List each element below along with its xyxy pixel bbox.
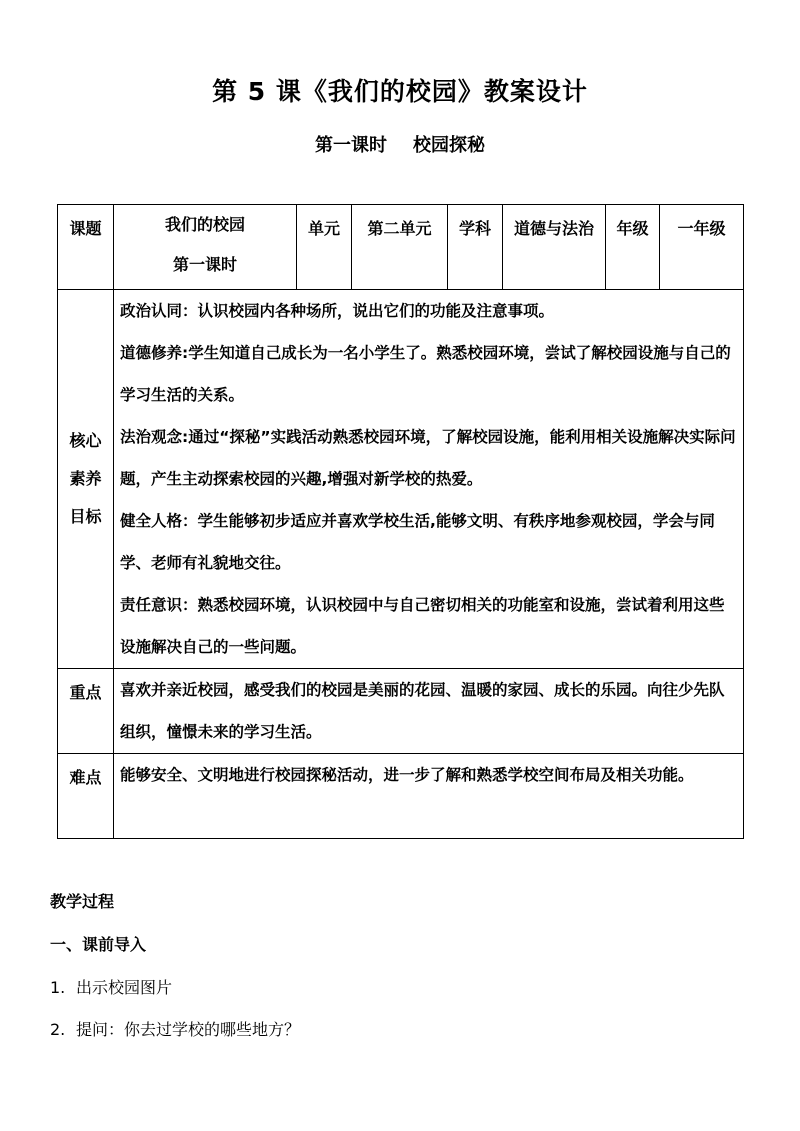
topic-period: 第一课时 (172, 255, 237, 274)
key-point-row (58, 669, 744, 754)
goal-legal: 法治观念:通过“探秘”实践活动熟悉校园环境，了解校园设施，能利用相关设施解决实际问题，产生主动探索校园的兴趣,增强对新学校的热爱。 (120, 428, 736, 488)
grade-value: 一年级 (660, 205, 744, 290)
topic-value (114, 205, 297, 290)
core-goals-label (58, 290, 114, 669)
difficulty-content: 能够安全、文明地进行校园探秘活动，进一步了解和熟悉学校空间布局及相关功能。 (114, 754, 744, 839)
unit-value: 第二单元 (352, 205, 448, 290)
step-number: 2. (50, 1020, 66, 1039)
step-text: 提问：你去过学校的哪些地方？ (76, 1020, 301, 1039)
step-item (50, 975, 172, 998)
core-label-line-3: 目标 (69, 507, 102, 526)
goal-responsibility: 责任意识：熟悉校园环境，认识校园中与自己密切相关的功能室和设施，尝试着利用这些设施解决自己的一些问题。 (120, 596, 725, 656)
subject-value: 道德与法治 (503, 205, 606, 290)
grade-label: 年级 (606, 205, 660, 290)
document-subtitle (0, 131, 800, 157)
key-point-content: 喜欢并亲近校园，感受我们的校园是美丽的花园、温暖的家园、成长的乐园。向往少先队组织，憧憬未来的学习生活。 (114, 669, 744, 754)
lesson-plan-table (57, 204, 744, 839)
core-label-line-1: 核心 (69, 431, 102, 450)
goal-moral: 道德修养:学生知道自己成长为一名小学生了。熟悉校园环境，尝试了解校园设施与自己的学习生活的关系。 (120, 344, 731, 404)
step-number: 1. (50, 978, 66, 997)
unit-label: 单元 (297, 205, 352, 290)
goal-political: 政治认同：认识校园内各种场所，说出它们的功能及注意事项。 (120, 302, 555, 320)
subtitle-lesson: 第一课时 (315, 135, 387, 156)
goal-personality: 健全人格：学生能够初步适应并喜欢学校生活,能够文明、有秩序地参观校园，学会与同学、老师有礼貌地交往。 (120, 512, 715, 572)
core-goals-row (58, 290, 744, 669)
topic-name: 我们的校园 (164, 215, 245, 234)
subtitle-topic: 校园探秘 (413, 135, 485, 156)
key-point-label: 重点 (58, 669, 114, 754)
subject-label: 学科 (448, 205, 503, 290)
core-label-line-2: 素养 (69, 469, 102, 488)
document-title: 第 5 课《我们的校园》教案设计 (212, 77, 588, 106)
step-text: 出示校园图片 (76, 978, 173, 997)
section-intro-heading: 一、课前导入 (50, 935, 147, 954)
core-goals-content (114, 290, 744, 669)
process-heading: 教学过程 (50, 892, 115, 911)
table-header-row (58, 205, 744, 290)
step-item (50, 1017, 300, 1040)
topic-label: 课题 (58, 205, 114, 290)
difficulty-row (58, 754, 744, 839)
difficulty-label: 难点 (58, 754, 114, 839)
